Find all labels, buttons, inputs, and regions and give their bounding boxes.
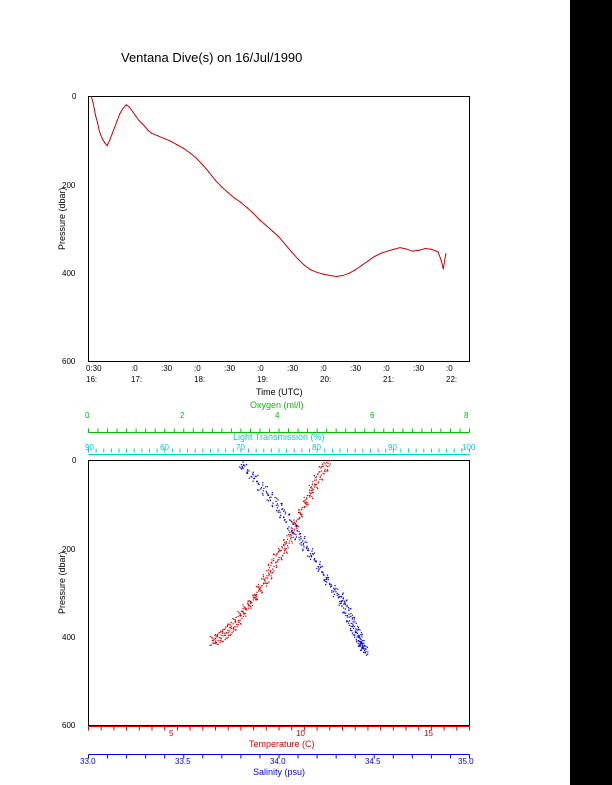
top-xtick-u-5: :0	[257, 364, 264, 373]
temp-tick-15: 15	[424, 729, 433, 738]
salinity-axis-label: Salinity (psu)	[253, 767, 306, 777]
sal-tick-345: 34.5	[365, 757, 381, 766]
bottom-ytick-0: 0	[72, 456, 77, 465]
oxygen-axis-label: Oxygen (ml/l)	[250, 400, 304, 410]
temperature-axis	[88, 726, 470, 734]
top-xtick-u-4: :30	[224, 364, 236, 373]
lt-tick-90: 90	[388, 443, 397, 452]
oxygen-tick-8: 8	[464, 411, 469, 420]
bottom-ytick-600: 600	[62, 721, 76, 730]
page-title: Ventana Dive(s) on 16/Jul/1990	[121, 50, 303, 65]
top-xtick-l-4: 20:	[320, 375, 332, 384]
lt-axis-label: Light Transmission (%)	[233, 432, 325, 442]
temp-tick-10: 10	[296, 729, 305, 738]
bottom-ytick-200: 200	[62, 545, 76, 554]
bottom-plot-canvas	[88, 460, 470, 726]
lt-tick-70: 70	[236, 443, 245, 452]
top-xtick-u-3: :0	[194, 364, 201, 373]
top-ytick-400: 400	[62, 269, 76, 278]
top-xtick-u-6: :30	[287, 364, 299, 373]
top-xtick-u-2: :30	[161, 364, 173, 373]
top-xtick-l-0: 16:	[86, 375, 98, 384]
sal-tick-33: 33.0	[80, 757, 96, 766]
top-xtick-l-2: 18:	[194, 375, 206, 384]
top-ylabel: Pressure (dbar)	[57, 187, 67, 250]
top-xtick-u-0: 0:30	[86, 364, 102, 373]
top-xtick-u-10: :30	[413, 364, 425, 373]
bottom-ytick-400: 400	[62, 633, 76, 642]
top-xtick-l-1: 17:	[131, 375, 143, 384]
top-xtick-u-1: :0	[131, 364, 138, 373]
sal-tick-335: 33.5	[175, 757, 191, 766]
top-xtick-l-6: 22:	[446, 375, 458, 384]
top-xtick-u-9: :0	[383, 364, 390, 373]
top-xtick-u-8: :30	[350, 364, 362, 373]
oxygen-tick-4: 4	[275, 411, 280, 420]
top-xtick-l-3: 19:	[257, 375, 269, 384]
top-ytick-600: 600	[62, 357, 76, 366]
oxygen-tick-6: 6	[370, 411, 375, 420]
bottom-ylabel: Pressure (dbar)	[57, 551, 67, 614]
light-transmission-axis	[88, 448, 470, 460]
oxygen-tick-2: 2	[180, 411, 185, 420]
sal-tick-34: 34.0	[270, 757, 286, 766]
top-xtick-u-7: :0	[320, 364, 327, 373]
top-ytick-200: 200	[62, 181, 76, 190]
lt-tick-80: 80	[312, 443, 321, 452]
top-xtick-l-5: 21:	[383, 375, 395, 384]
top-ytick-0: 0	[72, 92, 77, 101]
sal-tick-35: 35.0	[458, 757, 474, 766]
top-xtick-u-11: :0	[446, 364, 453, 373]
lt-tick-50: 90	[85, 443, 94, 452]
top-plot-canvas	[88, 96, 470, 362]
top-xlabel: Time (UTC)	[256, 387, 303, 397]
temp-tick-5: 5	[169, 729, 174, 738]
lt-tick-100: 100	[462, 443, 476, 452]
oxygen-tick-0: 0	[85, 411, 90, 420]
lt-tick-60: 60	[160, 443, 169, 452]
temperature-axis-label: Temperature (C)	[249, 739, 315, 749]
